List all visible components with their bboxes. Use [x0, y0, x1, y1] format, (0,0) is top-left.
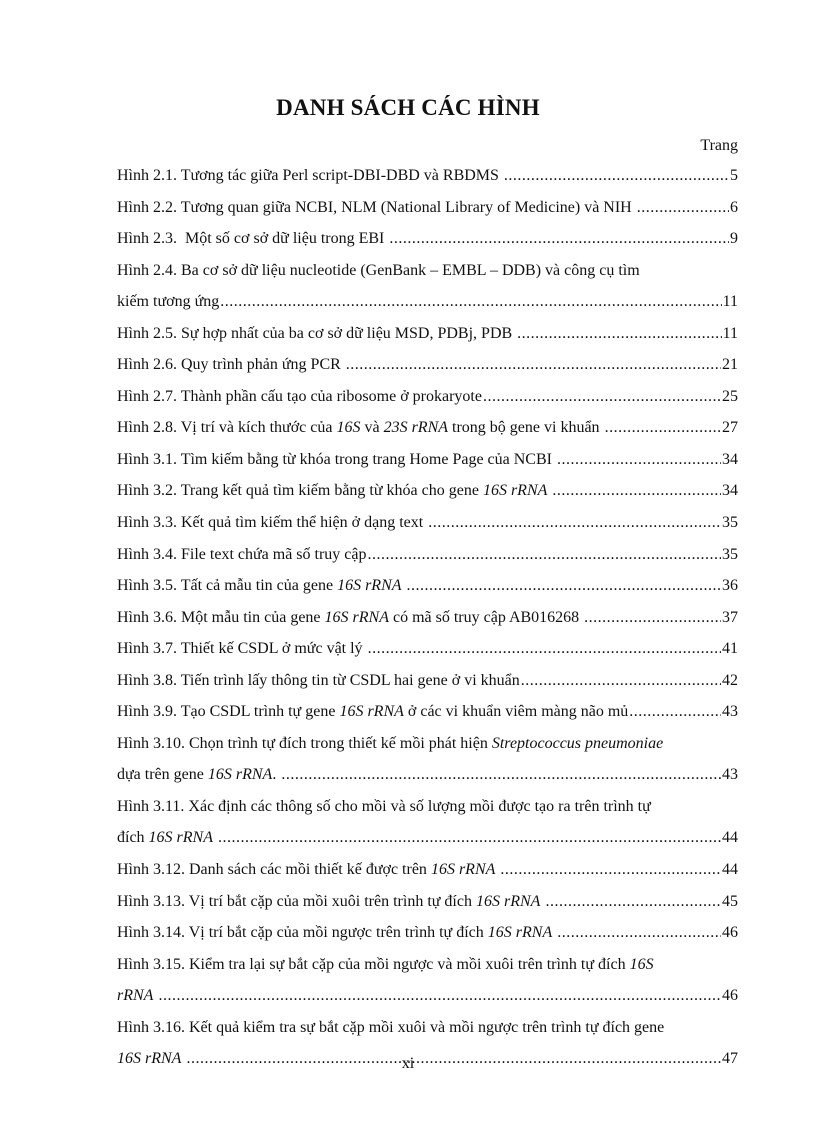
figure-entry-line: [117, 602, 738, 634]
entry-text-segment: .: [272, 766, 281, 784]
italic-term: 16S rRNA: [482, 482, 548, 500]
dot-leader: [521, 665, 721, 697]
entry-text-segment: Hình 2.4. Ba cơ sở dữ liệu nucleotide (GenBank – EMBL – DDB) và công cụ tìm: [117, 261, 640, 279]
italic-term: 16S rRNA: [430, 861, 496, 879]
figure-page-number: 46: [722, 987, 738, 1005]
figure-page-number: 43: [722, 766, 738, 784]
figure-entry-line: [117, 507, 738, 539]
entry-text-segment: Hình 2.7. Thành phần cấu tạo của ribosome ở prokaryote: [117, 387, 482, 405]
figure-entry-text: [117, 286, 219, 318]
dot-leader: [368, 633, 721, 665]
entry-text-segment: Hình 2.5. Sự hợp nhất của ba cơ sở dữ liệu MSD, PDBj, PDB: [117, 324, 517, 342]
entry-text-segment: kiếm tương ứng: [117, 293, 220, 311]
entry-text-segment: Hình 2.2. Tương quan giữa NCBI, NLM (National Library of Medicine) và NIH: [117, 198, 636, 216]
entry-text-segment: ở các vi khuẩn viêm màng não mủ: [403, 703, 629, 721]
italic-term: 16S: [629, 955, 654, 973]
figure-page-number: 34: [722, 450, 738, 468]
italic-term: 23S rRNA: [383, 419, 449, 437]
figure-entry-line: [117, 223, 738, 255]
figure-entry-line: [117, 255, 738, 287]
entry-text-segment: Hình 2.1. Tương tác giữa Perl script-DBI-DBD và RBDMS: [117, 167, 503, 184]
dot-leader: [220, 286, 721, 318]
figure-entry-line: [117, 475, 738, 507]
page-column-label: Trang: [700, 137, 738, 154]
dot-leader: [428, 507, 721, 539]
figure-entry-text: [117, 949, 654, 981]
figure-page-number: 9: [730, 230, 738, 248]
figure-entry-text: [117, 412, 604, 444]
figure-entry-line: [117, 633, 738, 665]
figure-entry-text: [117, 349, 345, 381]
entry-text-segment: Hình 3.8. Tiến trình lấy thông tin từ CSDL hai gene ở vi khuẩn: [117, 671, 520, 689]
figure-page-number: 34: [722, 482, 738, 500]
figure-entry-text: [117, 602, 583, 634]
figure-entry-line: [117, 318, 738, 350]
figure-entry-text: [117, 539, 367, 571]
dot-leader: [552, 475, 721, 507]
entry-text-segment: Hình 3.10. Chọn trình tự đích trong thiết kế mồi phát hiện: [117, 734, 492, 752]
dot-leader: [605, 412, 721, 444]
figure-entry-text: [117, 255, 640, 287]
figure-entry-line: [117, 949, 738, 981]
entry-text-segment: [402, 577, 406, 594]
italic-term: 16S rRNA: [337, 577, 402, 595]
figure-entry-line: [117, 980, 738, 1012]
figure-entry-line: [117, 759, 738, 791]
entry-text-segment: Hình 3.11. Xác định các thông số cho mồi và số lượng mồi được tạo ra trên trình tự: [117, 797, 651, 815]
figure-page-number: 5: [730, 167, 738, 184]
entry-text-segment: Hình 3.4. File text chứa mã số truy cập: [117, 545, 367, 563]
figure-page-number: 42: [722, 671, 738, 689]
italic-term: Streptococcus pneumoniae: [491, 734, 664, 752]
entry-text-segment: [153, 987, 157, 1004]
figure-page-number: 44: [722, 861, 738, 879]
entry-text-segment: đích: [117, 829, 149, 847]
figure-entry-text: [117, 917, 556, 949]
entry-text-segment: Hình 3.7. Thiết kế CSDL ở mức vật lý: [117, 640, 367, 658]
figure-page-number: 36: [722, 577, 738, 595]
figure-entry-text: [117, 192, 636, 224]
figure-entry-text: [117, 1012, 664, 1044]
figure-page-number: 35: [722, 545, 738, 563]
figure-page-number: 35: [722, 514, 738, 532]
entry-text-segment: [547, 482, 551, 499]
figure-entry-text: [117, 444, 556, 476]
figure-entry-line: [117, 696, 738, 728]
figure-entry-line: [117, 854, 738, 886]
dot-leader: [407, 570, 721, 602]
entry-text-segment: Hình 3.3. Kết quả tìm kiếm thể hiện ở dạng text: [117, 514, 428, 532]
figure-entry-line: [117, 412, 738, 444]
figure-page-number: 45: [722, 892, 738, 910]
figure-entry-text: [117, 822, 217, 854]
dot-leader: [281, 759, 721, 791]
figure-entry-line: [117, 286, 738, 318]
figure-entry-text: [117, 570, 406, 602]
figure-entry-line: [117, 791, 738, 823]
figure-entry-line: [117, 349, 738, 381]
figure-entry-text: [117, 475, 551, 507]
figure-entry-line: [117, 917, 738, 949]
dot-leader: [504, 160, 729, 192]
figure-page-number: 47: [722, 1050, 738, 1068]
dot-leader: [389, 223, 729, 255]
italic-term: 16S rRNA: [339, 703, 404, 721]
dot-leader: [557, 917, 721, 949]
italic-term: rRNA: [117, 987, 154, 1005]
figure-page-number: 46: [722, 924, 738, 942]
figure-entry-line: [117, 1012, 738, 1044]
entry-text-segment: Hình 3.12. Danh sách các mồi thiết kế được trên: [117, 861, 431, 879]
figure-entry-line: [117, 822, 738, 854]
dot-leader: [545, 886, 721, 918]
entry-text-segment: trong bộ gene vi khuẩn: [448, 419, 604, 437]
figure-entry-text: [117, 791, 651, 823]
dot-leader: [218, 822, 721, 854]
figure-page-number: 41: [722, 640, 738, 658]
italic-term: 16S rRNA: [324, 608, 389, 626]
figure-entry-line: [117, 192, 738, 224]
italic-term: 16S rRNA: [148, 829, 213, 847]
figure-page-number: 11: [722, 324, 738, 342]
page-number: xi: [401, 1055, 415, 1072]
dot-leader: [483, 381, 721, 413]
figure-entry-line: [117, 444, 738, 476]
figure-entry-text: [117, 854, 499, 886]
figure-entry-line: [117, 728, 738, 760]
figure-entry-line: [117, 160, 738, 192]
figure-page-number: 11: [722, 293, 738, 311]
page-title: DANH SÁCH CÁC HÌNH: [276, 95, 540, 120]
entry-text-segment: Hình 3.9. Tạo CSDL trình tự gene: [117, 703, 340, 721]
figure-page-number: 27: [722, 419, 738, 437]
entry-text-segment: Hình 3.14. Vị trí bắt cặp của mồi ngược trên trình tự đích: [117, 924, 488, 942]
entry-text-segment: Hình 3.6. Một mẫu tin của gene: [117, 608, 325, 626]
figure-page-number: 25: [722, 387, 738, 405]
figure-entry-text: [117, 381, 482, 413]
dot-leader: [500, 854, 721, 886]
figure-entry-line: [117, 665, 738, 697]
entry-text-segment: dựa trên gene: [117, 766, 208, 784]
figure-entry-text: [117, 223, 388, 255]
italic-term: 16S rRNA: [475, 892, 541, 910]
figure-entry-text: [117, 507, 427, 539]
entry-text-segment: [495, 861, 499, 878]
dot-leader: [346, 349, 721, 381]
entry-text-segment: Hình 3.5. Tất cả mẫu tin của gene: [117, 577, 338, 595]
entry-text-segment: Hình 2.6. Quy trình phản ứng PCR: [117, 356, 345, 374]
figure-entry-text: [117, 696, 628, 728]
figure-page-number: 43: [722, 703, 738, 721]
entry-text-segment: [213, 829, 217, 846]
figure-entry-line: [117, 886, 738, 918]
figure-entry-text: [117, 318, 516, 350]
figure-page-number: 44: [722, 829, 738, 847]
entry-text-segment: có mã số truy cập AB016268: [388, 608, 584, 626]
italic-term: 16S rRNA: [487, 924, 553, 942]
figure-entry-line: [117, 381, 738, 413]
figure-entry-text: [117, 160, 503, 192]
italic-term: 16S: [336, 419, 361, 437]
figure-entry-line: [117, 539, 738, 571]
entry-text-segment: Hình 3.16. Kết quả kiểm tra sự bắt cặp mồi xuôi và mồi ngược trên trình tự đích gene: [117, 1018, 665, 1036]
dot-leader: [584, 602, 721, 634]
entry-text-segment: Hình 3.15. Kiểm tra lại sự bắt cặp của mồi ngược và mồi xuôi trên trình tự đích: [117, 955, 630, 973]
figure-entry-text: [117, 886, 544, 918]
figure-page-number: 6: [730, 198, 738, 216]
dot-leader: [629, 696, 721, 728]
entry-text-segment: [552, 924, 556, 941]
figure-entry-text: [117, 728, 663, 760]
entry-text-segment: Hình 2.8. Vị trí và kích thước của: [117, 419, 337, 437]
dot-leader: [368, 539, 721, 571]
entry-text-segment: và: [360, 419, 384, 437]
figure-entry-text: [117, 665, 520, 697]
figure-entry-text: [117, 759, 280, 791]
dot-leader: [637, 192, 729, 224]
figure-list: [117, 160, 738, 1075]
figure-page-number: 21: [722, 356, 738, 374]
figure-entry-text: [117, 633, 367, 665]
dot-leader: [557, 444, 721, 476]
entry-text-segment: Hình 3.2. Trang kết quả tìm kiếm bằng từ khóa cho gene: [117, 482, 483, 500]
figure-page-number: 37: [722, 608, 738, 626]
entry-text-segment: Hình 3.13. Vị trí bắt cặp của mồi xuôi trên trình tự đích: [117, 892, 476, 910]
italic-term: 16S rRNA: [117, 1050, 182, 1068]
italic-term: 16S rRNA: [207, 766, 273, 784]
entry-text-segment: Hình 3.1. Tìm kiếm bằng từ khóa trong trang Home Page của NCBI: [117, 450, 556, 468]
figure-entry-line: [117, 570, 738, 602]
dot-leader: [517, 318, 721, 350]
entry-text-segment: [540, 893, 544, 910]
dot-leader: [158, 980, 721, 1012]
entry-text-segment: Hình 2.3. Một số cơ sở dữ liệu trong EBI: [117, 230, 389, 248]
figure-entry-text: [117, 980, 157, 1012]
